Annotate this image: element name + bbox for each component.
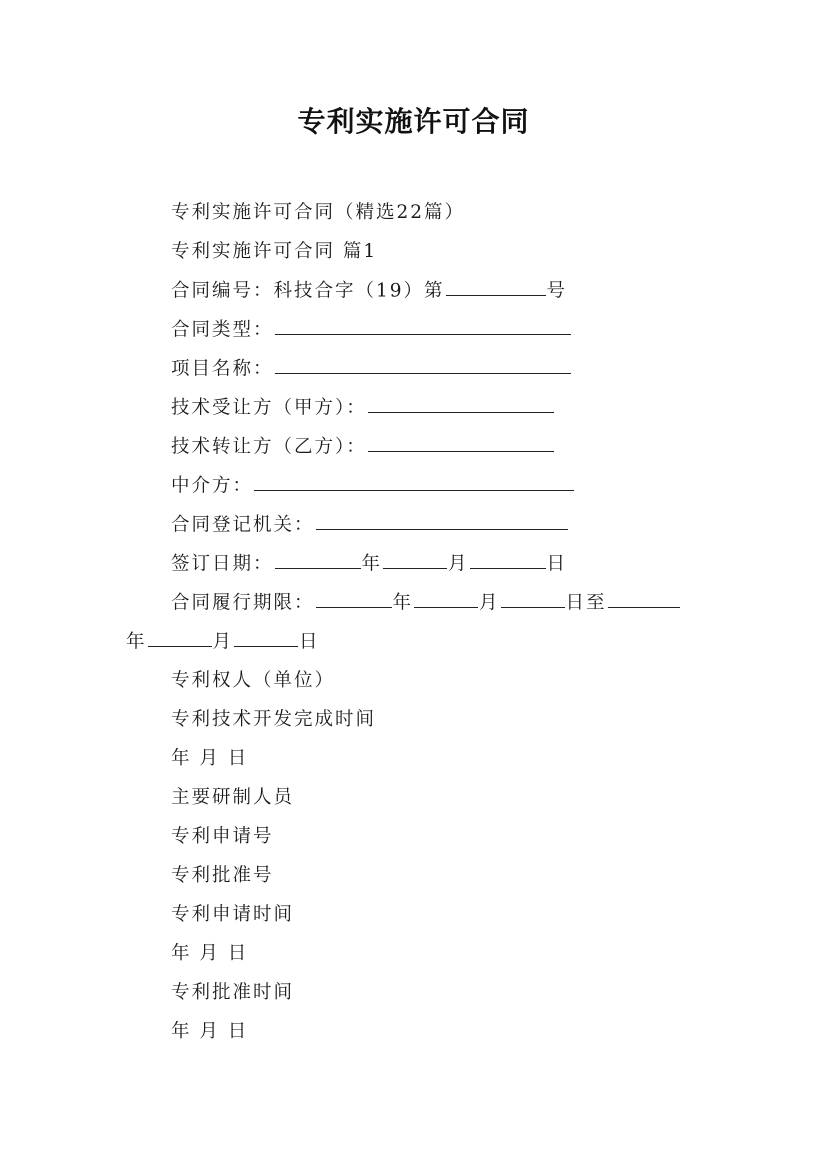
intermediary-line [171,471,575,497]
term-end-year-blank[interactable] [608,588,680,608]
party-a-line [171,393,555,419]
party-b-blank[interactable] [368,432,554,452]
registration-authority-line [171,510,569,536]
party-b-label: 技术转让方（乙方）： [171,436,367,458]
date-line-3: 年 月 日 [171,1021,249,1042]
party-a-blank[interactable] [368,393,554,413]
signing-date-line [171,549,567,575]
signing-month-blank[interactable] [383,549,447,569]
project-name-blank[interactable] [275,354,571,374]
signing-date-label: 签订日期： [171,553,274,575]
researchers-line: 主要研制人员 [171,787,295,808]
contract-number-blank[interactable] [446,276,546,296]
application-time-line: 专利申请时间 [171,904,295,925]
project-name-label: 项目名称： [171,358,274,380]
contract-number-suffix: 号 [546,280,568,302]
term-end-day-blank[interactable] [234,627,298,647]
month-char: 月 [479,592,500,614]
year-char: 年 [126,631,147,653]
project-name-line [171,354,572,380]
date-line-1: 年 月 日 [171,748,249,769]
signing-year-blank[interactable] [275,549,361,569]
party-a-label: 技术受让方（甲方）： [171,397,367,419]
month-char: 月 [448,553,469,575]
term-label: 合同履行期限： [171,592,315,614]
party-b-line [171,432,555,458]
term-start-day-blank[interactable] [501,588,565,608]
month-char: 月 [212,631,234,653]
date-until-text: 日至 [565,592,607,614]
contract-number-label: 合同编号：科技合字（19）第 [171,280,445,302]
subtitle-line: 专利实施许可合同（精选22篇） [171,202,466,223]
intermediary-label: 中介方： [171,475,254,497]
day-char: 日 [546,553,568,575]
term-start-month-blank[interactable] [414,588,478,608]
year-char: 年 [392,592,414,614]
term-end-month-blank[interactable] [148,627,212,647]
approval-time-line: 专利批准时间 [171,982,295,1003]
application-number-line: 专利申请号 [171,826,274,847]
intermediary-blank[interactable] [254,471,574,491]
approval-number-line: 专利批准号 [171,865,274,886]
registration-authority-label: 合同登记机关： [171,514,315,536]
page-title: 专利实施许可合同 [297,105,530,138]
term-start-year-blank[interactable] [316,588,392,608]
section-heading: 专利实施许可合同 篇1 [171,241,378,262]
contract-number-line [171,276,567,302]
patentee-line: 专利权人（单位） [171,670,336,691]
signing-day-blank[interactable] [470,549,546,569]
year-char: 年 [361,553,383,575]
term-line [171,588,681,614]
date-line-2: 年 月 日 [171,943,249,964]
development-time-line: 专利技术开发完成时间 [171,709,377,730]
contract-type-line [171,315,572,341]
contract-type-label: 合同类型： [171,319,274,341]
contract-type-blank[interactable] [275,315,571,335]
registration-authority-blank[interactable] [316,510,568,530]
day-char: 日 [299,631,320,653]
term-line-continued [126,627,320,653]
